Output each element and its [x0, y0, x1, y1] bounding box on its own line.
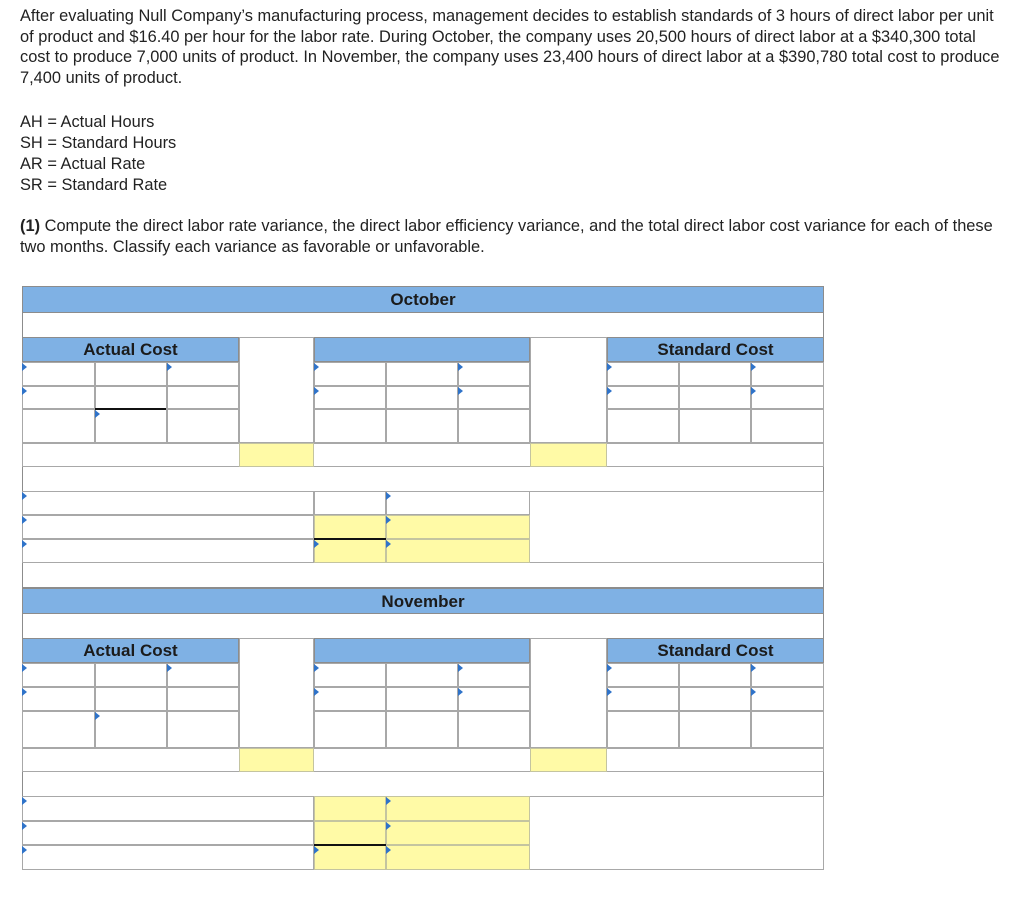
dropdown-arrow-icon[interactable] — [607, 363, 612, 371]
dropdown-arrow-icon[interactable] — [22, 664, 27, 672]
nov-ac-r1-c2[interactable] — [95, 663, 167, 687]
dropdown-arrow-icon[interactable] — [458, 387, 463, 395]
dropdown-arrow-icon[interactable] — [386, 492, 391, 500]
oct-mid-r2-c2[interactable] — [386, 386, 458, 409]
dropdown-arrow-icon[interactable] — [22, 492, 27, 500]
october-actual-cost-header: Actual Cost — [22, 337, 239, 362]
oct-ac-r3-c3[interactable] — [167, 409, 239, 443]
task-text: Compute the direct labor rate variance, the direct labor efficiency variance, and the total direct labor cost variance for each of these two months. Classify each variance as favorable or unfavorable. — [20, 217, 993, 256]
nov-summary-underline — [314, 844, 386, 846]
dropdown-arrow-icon[interactable] — [751, 664, 756, 672]
nov-mid-r1-c3[interactable] — [458, 663, 530, 687]
oct-mid-r2-c3[interactable] — [458, 386, 530, 409]
oct-ac-r2-c1[interactable] — [22, 386, 95, 409]
dropdown-arrow-icon[interactable] — [386, 540, 391, 548]
nov-mid-r3-c3[interactable] — [458, 711, 530, 748]
oct-summary-label-1[interactable] — [22, 491, 314, 515]
nov-mid-r1-c1[interactable] — [314, 663, 386, 687]
definition-sh: SH = Standard Hours — [20, 134, 177, 152]
nov-ac-r2-c1[interactable] — [22, 687, 95, 711]
nov-sc-r2-c3[interactable] — [751, 687, 824, 711]
november-mid-result[interactable] — [530, 638, 607, 748]
november-middle-header — [314, 638, 530, 663]
dropdown-arrow-icon[interactable] — [386, 797, 391, 805]
definition-sr: SR = Standard Rate — [20, 176, 168, 194]
dropdown-arrow-icon[interactable] — [22, 363, 27, 371]
nov-summary-amount-1[interactable] — [314, 796, 386, 821]
oct-summary-amount-3[interactable] — [314, 539, 386, 563]
oct-summary-amount-2[interactable] — [314, 515, 386, 539]
november-standard-cost-header: Standard Cost — [607, 638, 824, 663]
nov-variance-row — [22, 748, 824, 772]
oct-ac-r1-c2[interactable] — [95, 362, 167, 386]
nov-summary-label-3[interactable] — [22, 845, 314, 870]
oct-mid-r3-c3[interactable] — [458, 409, 530, 443]
dropdown-arrow-icon[interactable] — [95, 712, 100, 720]
definition-ar: AR = Actual Rate — [20, 155, 146, 173]
oct-sc-r2-c1[interactable] — [607, 386, 679, 409]
oct-sc-r2-c2[interactable] — [679, 386, 751, 409]
nov-ac-r3-c3[interactable] — [167, 711, 239, 748]
oct-sc-r2-c3[interactable] — [751, 386, 824, 409]
nov-summary-amount-2[interactable] — [314, 821, 386, 845]
oct-mid-r3-c1[interactable] — [314, 409, 386, 443]
oct-summary-underline — [314, 538, 386, 540]
nov-mid-r2-c2[interactable] — [386, 687, 458, 711]
dropdown-arrow-icon[interactable] — [751, 688, 756, 696]
nov-sc-r3-c1[interactable] — [607, 711, 679, 748]
dropdown-arrow-icon[interactable] — [607, 664, 612, 672]
nov-rate-variance-amount[interactable] — [239, 748, 314, 772]
oct-summary-class-1[interactable] — [386, 491, 530, 515]
oct-mid-r1-c3[interactable] — [458, 362, 530, 386]
oct-ac-r2-c3[interactable] — [167, 386, 239, 409]
oct-sc-r1-c1[interactable] — [607, 362, 679, 386]
october-mid-result[interactable] — [530, 337, 607, 443]
oct-sc-r3-c3[interactable] — [751, 409, 824, 443]
nov-summary-label-2[interactable] — [22, 821, 314, 845]
oct-sc-r3-c1[interactable] — [607, 409, 679, 443]
november-header: November — [22, 588, 824, 614]
oct-summary-label-2[interactable] — [22, 515, 314, 539]
dropdown-arrow-icon[interactable] — [314, 846, 319, 854]
nov-efficiency-variance-amount[interactable] — [530, 748, 607, 772]
dropdown-arrow-icon[interactable] — [314, 387, 319, 395]
oct-mid-r3-c2[interactable] — [386, 409, 458, 443]
nov-ac-r2-c2[interactable] — [95, 687, 167, 711]
dropdown-arrow-icon[interactable] — [22, 822, 27, 830]
nov-sc-r1-c2[interactable] — [679, 663, 751, 687]
oct-summary-class-2[interactable] — [386, 515, 530, 539]
oct-mid-r2-c1[interactable] — [314, 386, 386, 409]
definition-ah: AH = Actual Hours — [20, 113, 155, 131]
dropdown-arrow-icon[interactable] — [386, 822, 391, 830]
dropdown-arrow-icon[interactable] — [22, 387, 27, 395]
nov-ac-r3-c2[interactable] — [95, 711, 167, 748]
nov-ac-r2-c3[interactable] — [167, 687, 239, 711]
nov-ac-r1-c1[interactable] — [22, 663, 95, 687]
november-ac-result[interactable] — [239, 638, 314, 748]
dropdown-arrow-icon[interactable] — [458, 363, 463, 371]
dropdown-arrow-icon[interactable] — [314, 363, 319, 371]
dropdown-arrow-icon[interactable] — [22, 688, 27, 696]
dropdown-arrow-icon[interactable] — [167, 664, 172, 672]
october-header: October — [22, 286, 824, 313]
nov-summary-class-2[interactable] — [386, 821, 530, 845]
oct-efficiency-variance-amount[interactable] — [530, 443, 607, 467]
dropdown-arrow-icon[interactable] — [167, 363, 172, 371]
oct-sc-r1-c3[interactable] — [751, 362, 824, 386]
nov-sc-r1-c1[interactable] — [607, 663, 679, 687]
oct-ac-r1-c3[interactable] — [167, 362, 239, 386]
nov-summary-class-1[interactable] — [386, 796, 530, 821]
nov-summary-amount-3[interactable] — [314, 845, 386, 870]
oct-ac-r2-c2[interactable] — [95, 386, 167, 409]
task-instructions — [20, 216, 1010, 257]
oct-sc-r1-c2[interactable] — [679, 362, 751, 386]
nov-sc-r1-c3[interactable] — [751, 663, 824, 687]
nov-mid-r2-c1[interactable] — [314, 687, 386, 711]
oct-ac-r3-c2[interactable] — [95, 409, 167, 443]
nov-mid-r3-c2[interactable] — [386, 711, 458, 748]
definitions-list — [20, 112, 176, 196]
dropdown-arrow-icon[interactable] — [314, 688, 319, 696]
nov-mid-r1-c2[interactable] — [386, 663, 458, 687]
oct-summary-class-3[interactable] — [386, 539, 530, 563]
task-number: (1) — [20, 217, 41, 235]
nov-sc-r3-c3[interactable] — [751, 711, 824, 748]
oct-ac-r1-c1[interactable] — [22, 362, 95, 386]
oct-mid-r1-c1[interactable] — [314, 362, 386, 386]
nov-ac-r1-c3[interactable] — [167, 663, 239, 687]
nov-mid-r3-c1[interactable] — [314, 711, 386, 748]
nov-ac-r3-c1[interactable] — [22, 711, 95, 748]
dropdown-arrow-icon[interactable] — [751, 363, 756, 371]
dropdown-arrow-icon[interactable] — [458, 664, 463, 672]
oct-mid-r1-c2[interactable] — [386, 362, 458, 386]
nov-summary-label-1[interactable] — [22, 796, 314, 821]
dropdown-arrow-icon[interactable] — [607, 387, 612, 395]
oct-summary-amount-1[interactable] — [314, 491, 386, 515]
october-standard-cost-header: Standard Cost — [607, 337, 824, 362]
october-ac-result[interactable] — [239, 337, 314, 443]
dropdown-arrow-icon[interactable] — [386, 846, 391, 854]
dropdown-arrow-icon[interactable] — [22, 516, 27, 524]
dropdown-arrow-icon[interactable] — [95, 410, 100, 418]
oct-ac-r3-c1[interactable] — [22, 409, 95, 443]
dropdown-arrow-icon[interactable] — [22, 540, 27, 548]
oct-summary-label-3[interactable] — [22, 539, 314, 563]
problem-intro: After evaluating Null Company’s manufacturing process, management decides to establish standards of 3 hours of direct labor per unit of product and $16.40 per hour for the labor rate. During October, the company uses 20,500 hours of direct labor at a $340,300 total cost to produce 7,000 units of product. In November, the company uses 23,400 hours of direct labor at a $390,780 total cost to produce 7,400 units of product. — [20, 7, 1000, 87]
oct-sc-r3-c2[interactable] — [679, 409, 751, 443]
nov-summary-class-3[interactable] — [386, 845, 530, 870]
november-actual-cost-header: Actual Cost — [22, 638, 239, 663]
nov-sc-r2-c2[interactable] — [679, 687, 751, 711]
oct-ac-underline — [95, 408, 166, 410]
dropdown-arrow-icon[interactable] — [607, 688, 612, 696]
october-middle-header — [314, 337, 530, 362]
dropdown-arrow-icon[interactable] — [386, 516, 391, 524]
dropdown-arrow-icon[interactable] — [22, 797, 27, 805]
dropdown-arrow-icon[interactable] — [751, 387, 756, 395]
oct-rate-variance-amount[interactable] — [239, 443, 314, 467]
nov-sc-r2-c1[interactable] — [607, 687, 679, 711]
dropdown-arrow-icon[interactable] — [458, 688, 463, 696]
nov-mid-r2-c3[interactable] — [458, 687, 530, 711]
dropdown-arrow-icon[interactable] — [22, 846, 27, 854]
dropdown-arrow-icon[interactable] — [314, 664, 319, 672]
dropdown-arrow-icon[interactable] — [314, 540, 319, 548]
nov-sc-r3-c2[interactable] — [679, 711, 751, 748]
oct-variance-row — [22, 443, 824, 467]
